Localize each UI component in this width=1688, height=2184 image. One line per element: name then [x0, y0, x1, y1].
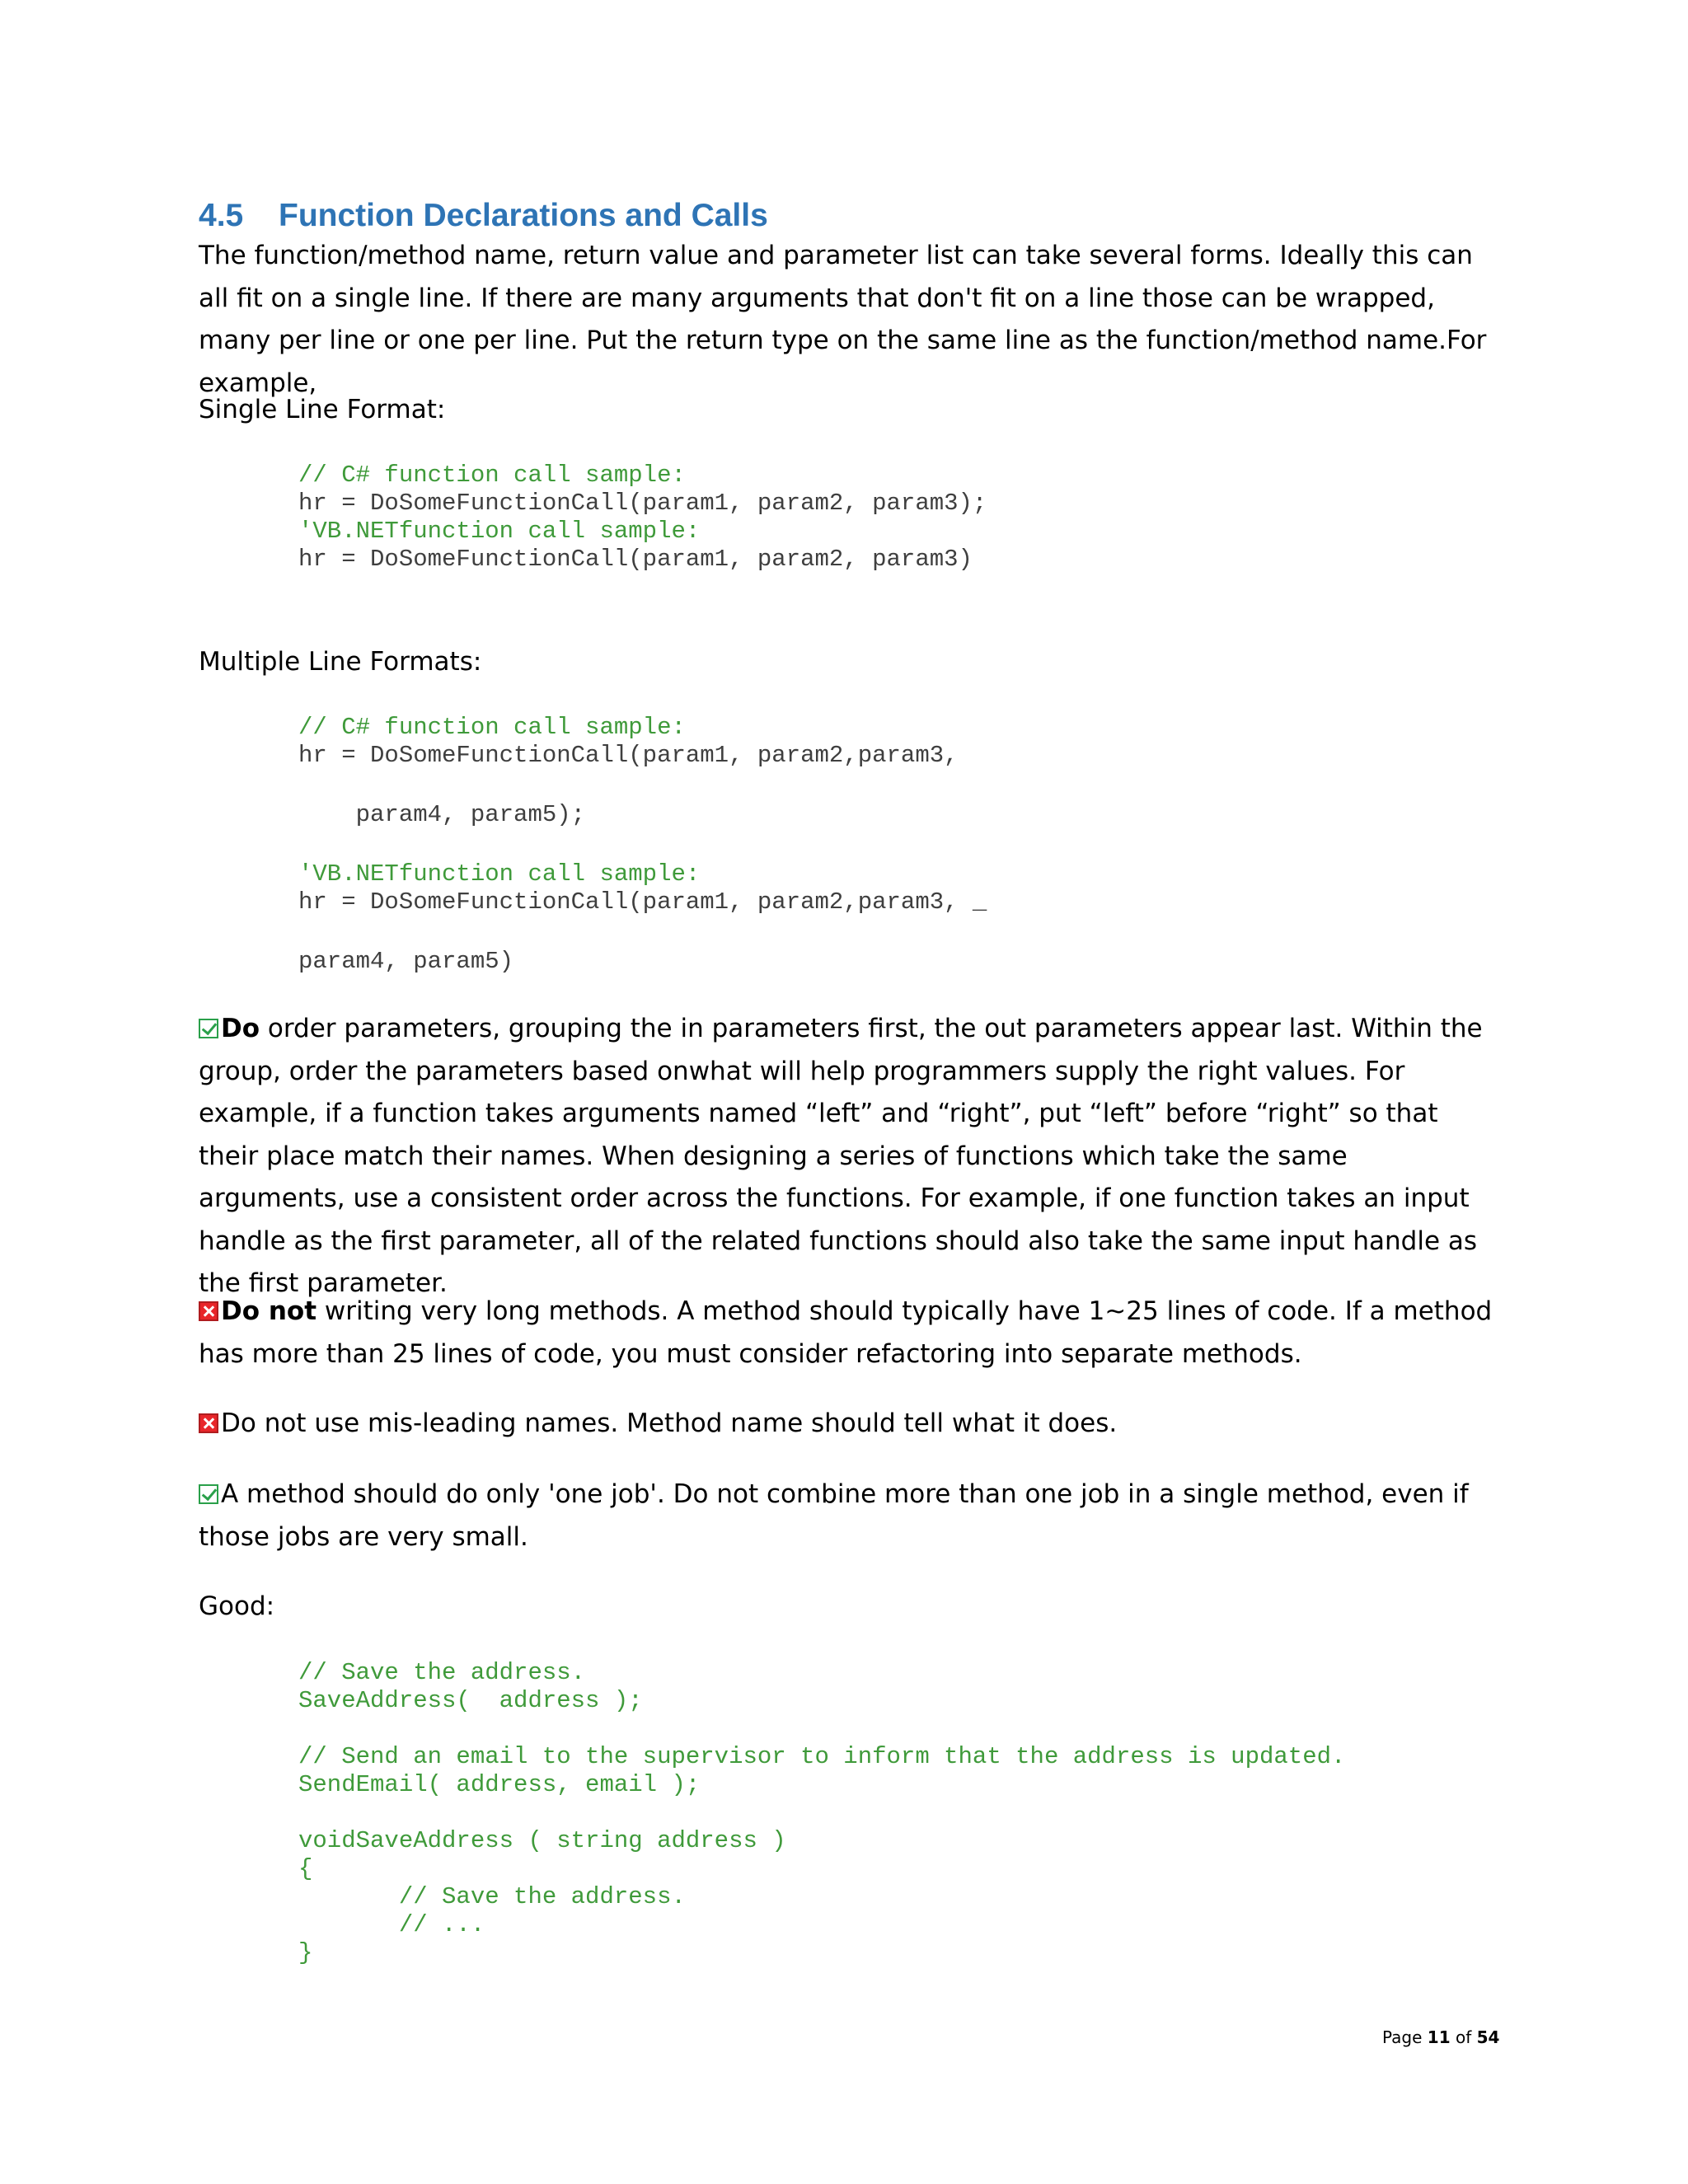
code-comment: // C# function call sample:	[298, 462, 686, 489]
rule-keyword: Do not	[221, 1296, 317, 1326]
page-footer	[1382, 2027, 1499, 2047]
code-line: {	[298, 1855, 313, 1882]
rule-paragraph-one-job	[199, 1474, 1501, 1558]
multiple-line-formats-label: Multiple Line Formats:	[199, 647, 482, 677]
rule-paragraph-long-methods	[199, 1291, 1501, 1376]
code-line: // ...	[298, 1911, 485, 1938]
footer-total-pages: 54	[1476, 2027, 1500, 2047]
single-line-format-label: Single Line Format:	[199, 395, 446, 424]
section-heading	[199, 198, 768, 234]
code-line: param4, param5);	[298, 801, 586, 828]
code-line: param4, param5)	[298, 948, 514, 975]
code-line: // Save the address.	[298, 1659, 586, 1686]
single-line-code-block	[298, 462, 987, 574]
rule-paragraph-misleading-names	[199, 1403, 1501, 1446]
code-line: // Send an email to the supervisor to inform that the address is updated.	[298, 1743, 1346, 1770]
good-code-block	[298, 1659, 1345, 1967]
footer-page-word: Page	[1382, 2027, 1423, 2047]
code-line: hr = DoSomeFunctionCall(param1, param2,param3, _	[298, 888, 987, 916]
checkbox-check-icon	[199, 1019, 218, 1038]
footer-of-word: of	[1455, 2027, 1472, 2047]
section-title: Function Declarations and Calls	[279, 198, 768, 233]
rule-text: writing very long methods. A method should typically have 1~25 lines of code. If a method has more than 25 lines of code, you must consider refactoring into separate methods.	[199, 1296, 1493, 1369]
code-line: // Save the address.	[298, 1883, 686, 1910]
code-comment: 'VB.NETfunction call sample:	[298, 518, 701, 545]
code-line: hr = DoSomeFunctionCall(param1, param2, param3);	[298, 490, 987, 517]
rule-text: A method should do only 'one job'. Do not combine more than one job in a single method, even if those jobs are very small.	[199, 1479, 1469, 1552]
checkbox-cross-icon	[199, 1301, 218, 1321]
code-line: voidSaveAddress ( string address )	[298, 1827, 786, 1854]
intro-paragraph: The function/method name, return value and parameter list can take several forms. Ideally this can all fit on a single line. If there are many arguments that don't fit on a line those can be wrapped, many per line or one per line. Put the return type on the same line as the function/method name.For example,	[199, 241, 1487, 398]
code-line: hr = DoSomeFunctionCall(param1, param2,param3,	[298, 742, 959, 769]
rule-keyword: Do	[221, 1014, 260, 1043]
multiple-line-code-block	[298, 714, 987, 976]
code-comment: 'VB.NETfunction call sample:	[298, 860, 701, 888]
section-number: 4.5	[199, 198, 244, 233]
good-label: Good:	[199, 1591, 275, 1621]
rule-paragraph-order-parameters	[199, 1008, 1501, 1305]
code-line: }	[298, 1939, 313, 1966]
rule-text: Do not use mis-leading names. Method name should tell what it does.	[221, 1408, 1118, 1438]
rule-text: order parameters, grouping the in parameters first, the out parameters appear last. Within the group, order the parameters based onwhat will help programmers supply the right values. For example, if a function takes arguments named “left” and “right”, put “left” before “right” so that their place match their names. When designing a series of functions which take the same arguments, use a consistent order across the functions. For example, if one function takes an input handle as the first parameter, all of the related functions should also take the same input handle as the first parameter.	[199, 1014, 1483, 1298]
footer-page-number: 11	[1427, 2027, 1451, 2047]
checkbox-cross-icon	[199, 1413, 218, 1433]
checkbox-check-icon	[199, 1484, 218, 1504]
code-comment: // C# function call sample:	[298, 714, 686, 741]
code-line: SaveAddress( address );	[298, 1687, 643, 1714]
code-line: SendEmail( address, email );	[298, 1771, 701, 1798]
code-line: hr = DoSomeFunctionCall(param1, param2, param3)	[298, 546, 973, 573]
